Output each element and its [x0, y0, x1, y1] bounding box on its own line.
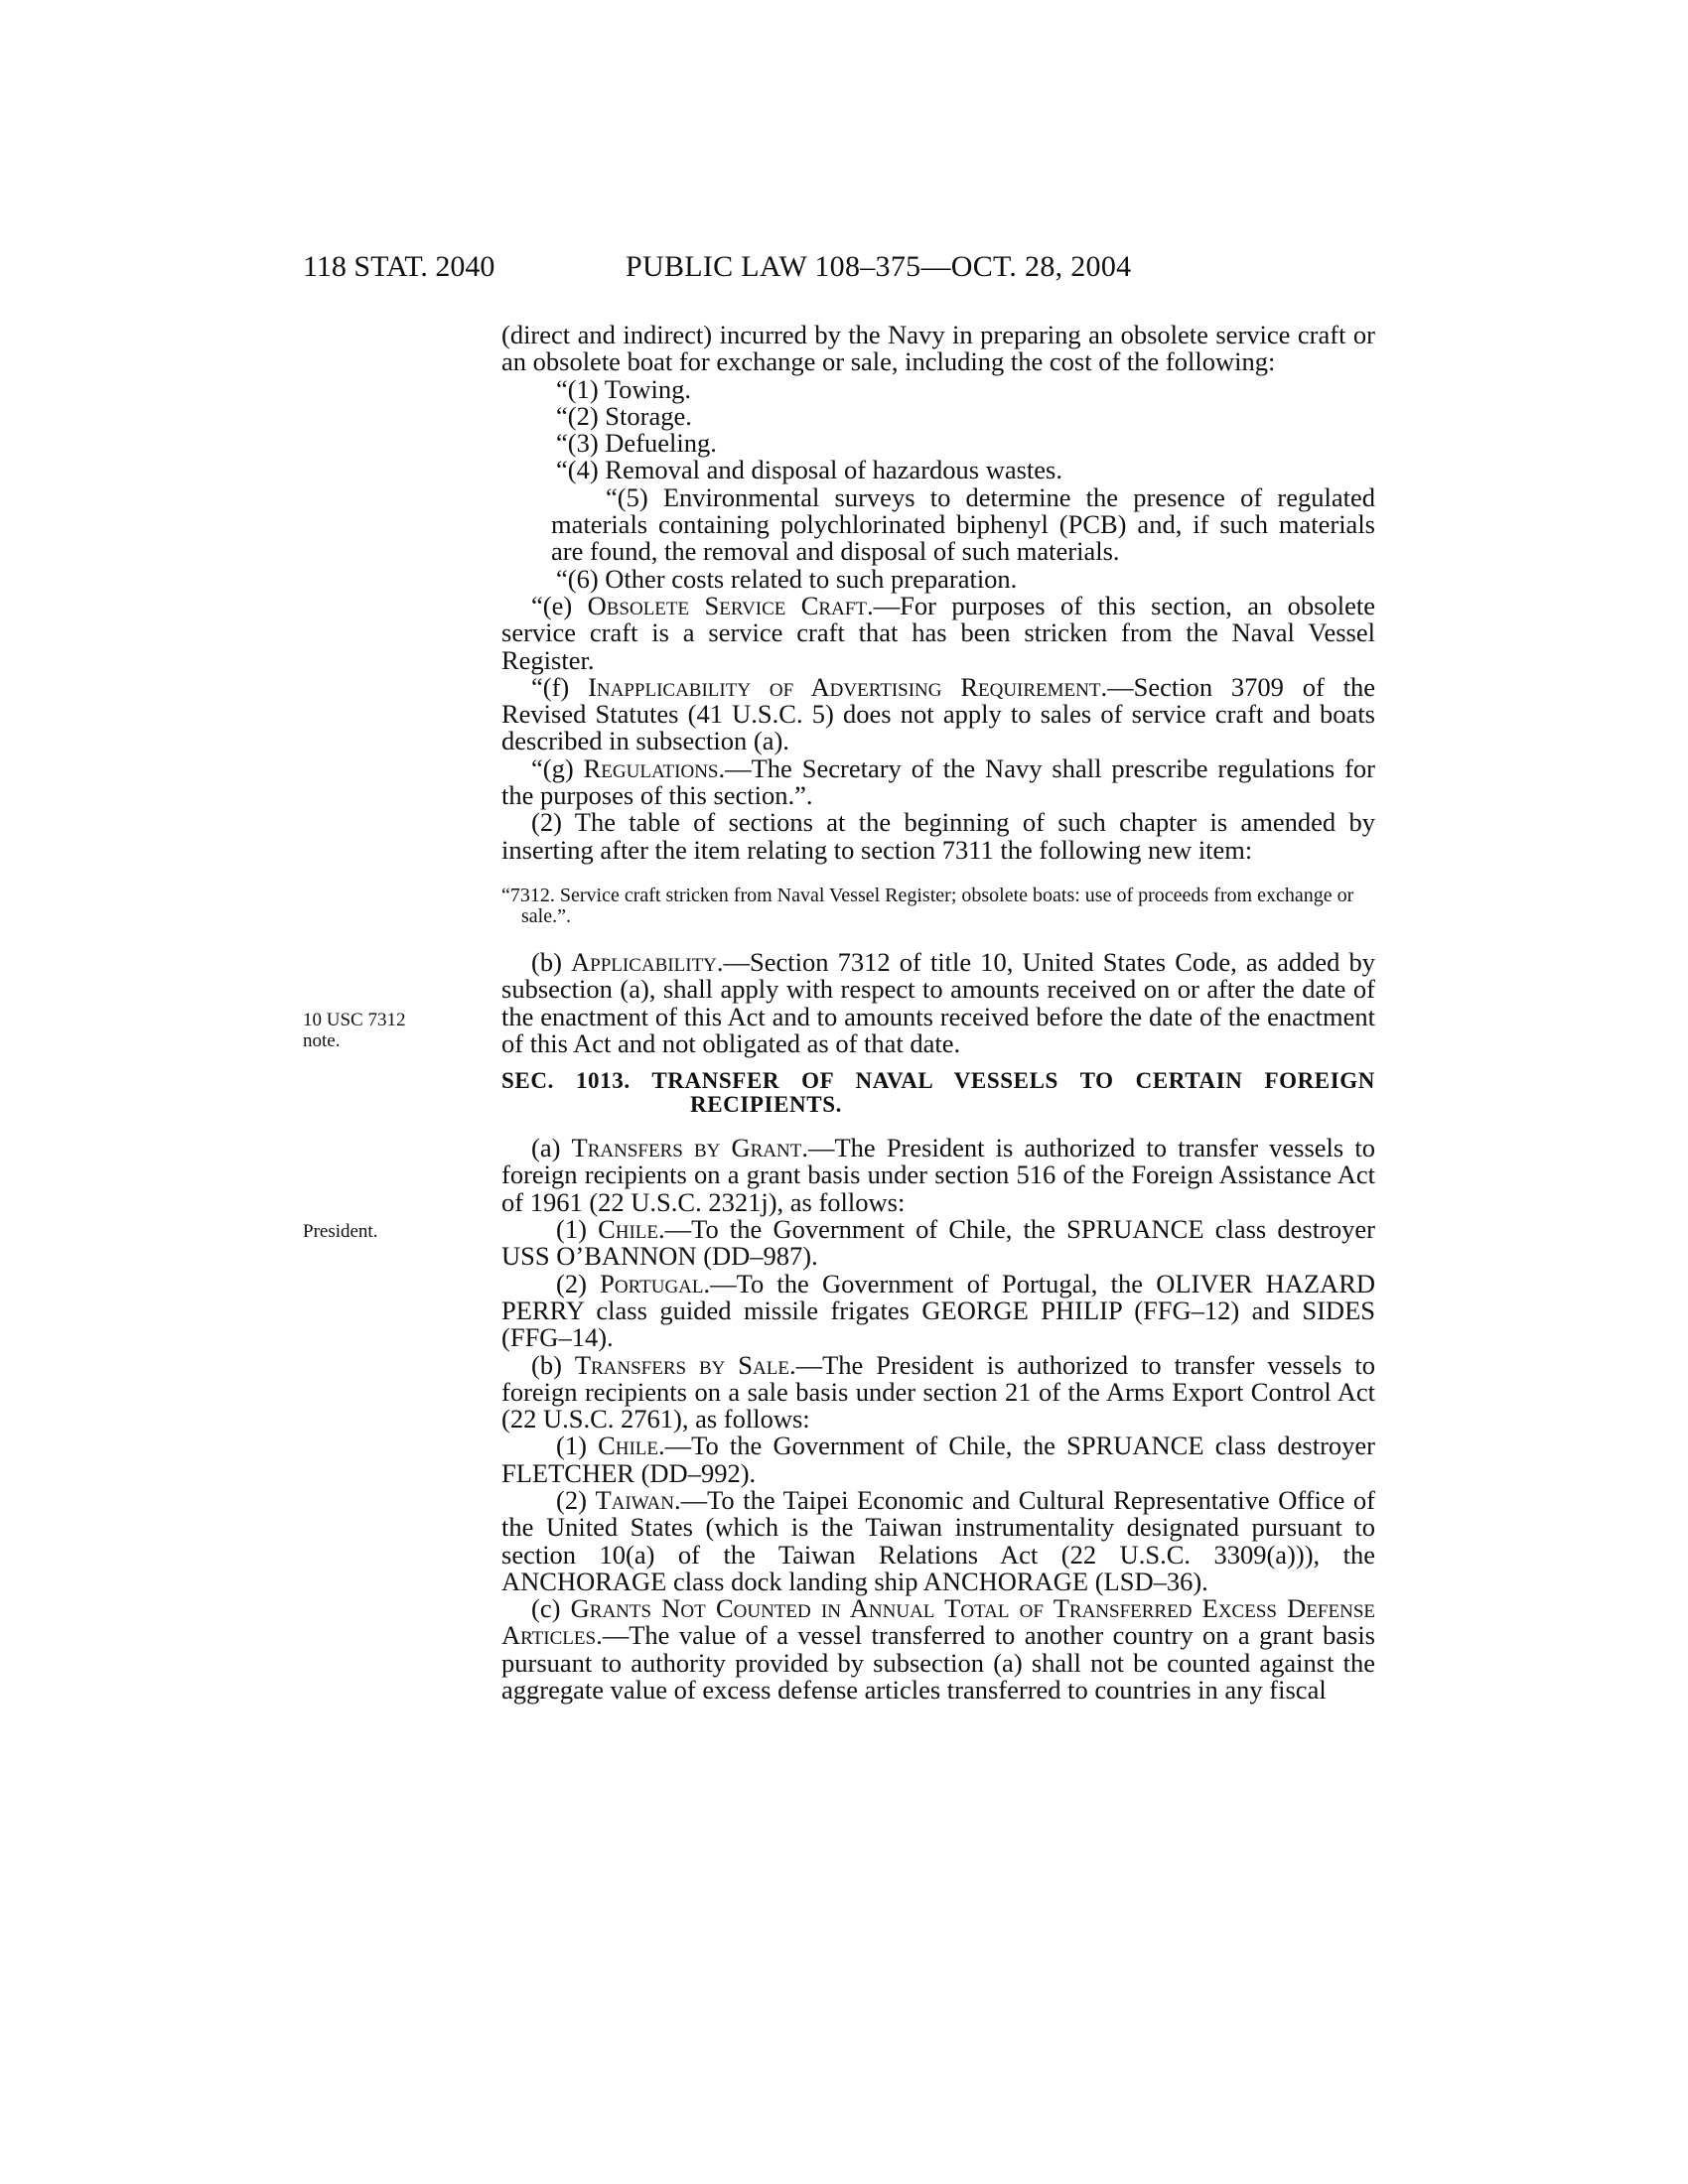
- grant-chile: (1) Chile.—To the Government of Chile, the SPRUANCE class destroyer USS O’BANNON (DD–987).: [501, 1214, 1375, 1272]
- subsection-a-grant: (a) Transfers by Grant.—The President is authorized to transfer vessels to foreign recipients on a grant basis under section 516 of the Foreign Assistance Act of 1961 (22 U.S.C. 2321j), as follows:: [501, 1133, 1375, 1217]
- paragraph-2: (2) The table of sections at the beginning of such chapter is amended by inserting after the item relating to section 7311 the following new item:: [501, 807, 1375, 865]
- subsection-b-sale: (b) Transfers by Sale.—The President is authorized to transfer vessels to foreign recipients on a sale basis under section 21 of the Arms Export Control Act (22 U.S.C. 2761), as follows:: [501, 1349, 1376, 1434]
- subsection-c-grants: (c) Grants Not Counted in Annual Total of Transferred Excess Defense Articles.—The value of a vessel transferred to another country on a grant basis pursuant to authority provided by subsection (a) shall not be counted against the aggregate value of excess defense articles transferred to countries in any fiscal: [501, 1593, 1375, 1706]
- sale-taiwan: (2) Taiwan.—To the Taipei Economic and Cultural Representative Office of the United States (which is the Taiwan instrumentality designated pursuant to section 10(a) of the Taiwan Relations Act (22 U.S.C. 3309(a))), the ANCHORAGE class dock landing ship ANCHORAGE (LSD–36).: [501, 1484, 1375, 1596]
- subsection-e: “(e) Obsolete Service Craft.—For purposes of this section, an obsolete service craft is a service craft that has been stricken from the Naval Vessel Register.: [501, 590, 1375, 675]
- sale-chile: (1) Chile.—To the Government of Chile, the SPRUANCE class destroyer FLETCHER (DD–992).: [501, 1431, 1375, 1488]
- subsection-g: “(g) Regulations.—The Secretary of the Navy shall prescribe regulations for the purposes of this section.”.: [501, 752, 1376, 811]
- statute-page-number: 118 STAT. 2040: [303, 250, 495, 283]
- table-of-sections-item: “7312. Service craft stricken from Naval Vessel Register; obsolete boats: use of proceeds from exchange or sale.”.: [501, 884, 1354, 927]
- subsection-f: “(f) Inapplicability of Advertising Requirement.—Section 3709 of the Revised Statutes (41 U.S.C. 5) does not apply to sales of service craft and boats described in subsection (a).: [501, 671, 1375, 756]
- public-law-title: PUBLIC LAW 108–375—OCT. 28, 2004: [626, 250, 1132, 283]
- paragraph-intro: (direct and indirect) incurred by the Navy in preparing an obsolete service craft or an obsolete boat for exchange or sale, including the cost of the following:: [501, 320, 1375, 377]
- cost-item-2: “(2) Storage.: [556, 400, 692, 431]
- cost-item-1: “(1) Towing.: [556, 373, 692, 404]
- cost-item-4: “(4) Removal and disposal of hazardous wastes.: [556, 455, 1062, 485]
- cost-item-6: “(6) Other costs related to such preparation.: [556, 563, 1018, 594]
- cost-item-5: “(5) Environmental surveys to determine the presence of regulated materials containing polychlorinated biphenyl (PCB) and, if such materials are found, the removal and disposal of such materials.: [551, 481, 1375, 567]
- section-heading: SEC. 1013. TRANSFER OF NAVAL VESSELS TO CERTAIN FOREIGN RECIPIENTS.: [501, 1068, 1375, 1118]
- margin-note-usc: 10 USC 7312 note.: [303, 1010, 406, 1051]
- subsection-b-applicability: (b) Applicability.—Section 7312 of title 10, United States Code, as added by subsection (a), shall apply with respect to amounts received on or after the date of the enactment of this Act and to amounts received before the date of the enactment of this Act and not obligated as of that date.: [501, 946, 1375, 1058]
- cost-item-3: “(3) Defueling.: [556, 428, 717, 459]
- page-body: [501, 322, 1375, 1704]
- grant-portugal: (2) Portugal.—To the Government of Portugal, the OLIVER HAZARD PERRY class guided missile frigates GEORGE PHILIP (FFG–12) and SIDES (FFG–14).: [501, 1268, 1376, 1353]
- margin-note-president: President.: [303, 1221, 378, 1242]
